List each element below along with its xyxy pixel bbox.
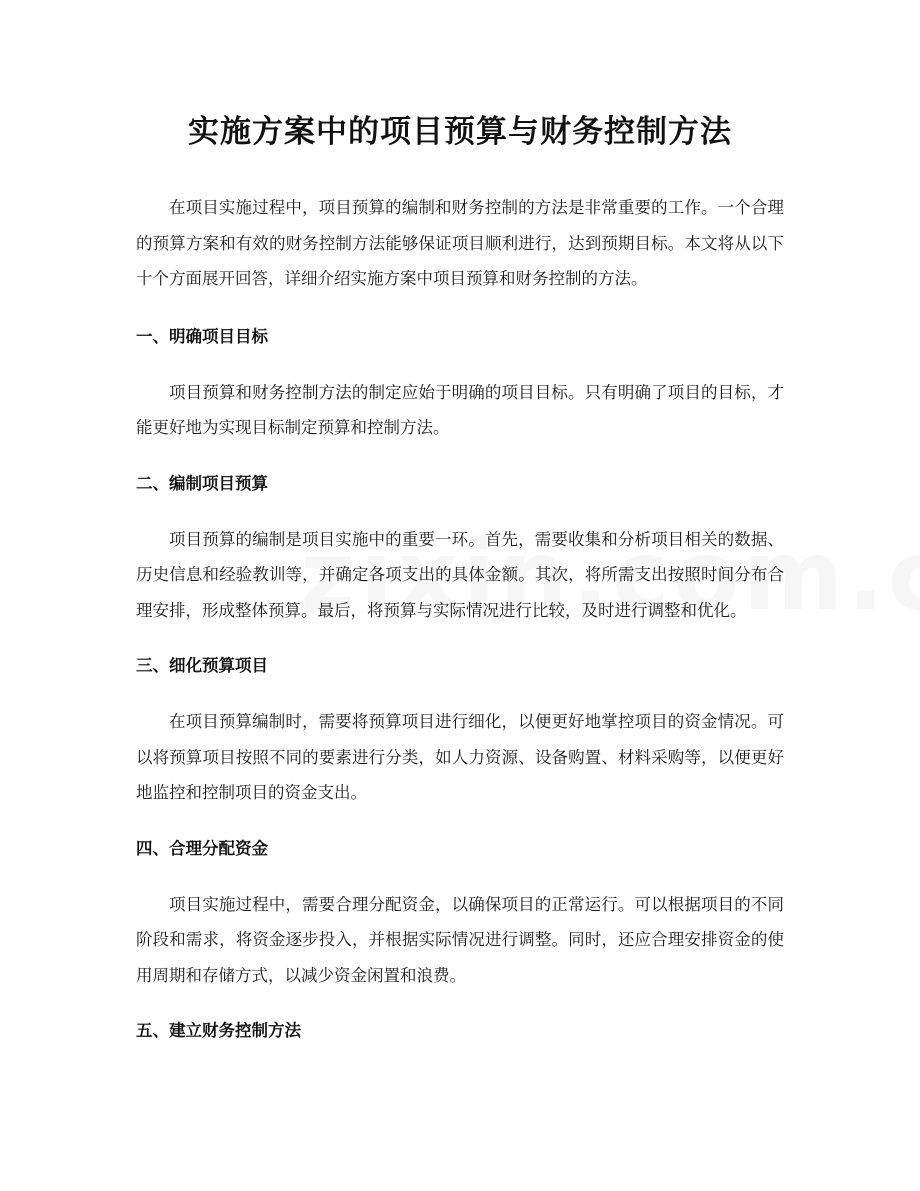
section-paragraph: 项目预算的编制是项目实施中的重要一环。首先，需要收集和分析项目相关的数据、历史信息和经验教训等，并确定各项支出的具体金额。其次，将所需支出按照时间分布合理安排，形成整体预算。最后，将预算与实际情况进行比较，及时进行调整和优化。 [136,529,784,620]
section-paragraph: 在项目预算编制时，需要将预算项目进行细化，以便更好地掌控项目的资金情况。可以将预算项目按照不同的要素进行分类，如人力资源、设备购置、材料采购等，以便更好地监控和控制项目的资金支出。 [136,712,784,802]
section-paragraph: 项目实施过程中，需要合理分配资金，以确保项目的正常运行。可以根据项目的不同阶段和需求，将资金逐步投入，并根据实际情况进行调整。同时，还应合理安排资金的使用周期和存储方式，以减少资金闲置和浪费。 [136,894,784,985]
section-heading: 五、建立财务控制方法 [136,1021,301,1040]
section-3 [136,654,784,811]
section-1 [136,325,784,446]
intro-block [136,190,784,297]
section-heading: 四、合理分配资金 [136,838,268,858]
document-title: 实施方案中的项目预算与财务控制方法 [188,114,732,150]
intro-paragraph: 在项目实施过程中，项目预算的编制和财务控制的方法是非常重要的工作。一个合理的预算方案和有效的财务控制方法能够保证项目顺利进行，达到预期目标。本文将从以下十个方面展开回答，详细介绍实施方案中项目预算和财务控制的方法。 [136,198,784,288]
section-2 [136,472,784,629]
section-paragraph: 项目预算和财务控制方法的制定应始于明确的项目目标。只有明确了项目的目标，才能更好地为实现目标制定预算和控制方法。 [136,382,784,437]
section-heading: 一、明确项目目标 [136,326,268,346]
section-4 [136,837,784,994]
section-5 [136,1019,784,1043]
section-heading: 三、细化预算项目 [136,656,268,675]
section-heading: 二、编制项目预算 [136,473,268,493]
